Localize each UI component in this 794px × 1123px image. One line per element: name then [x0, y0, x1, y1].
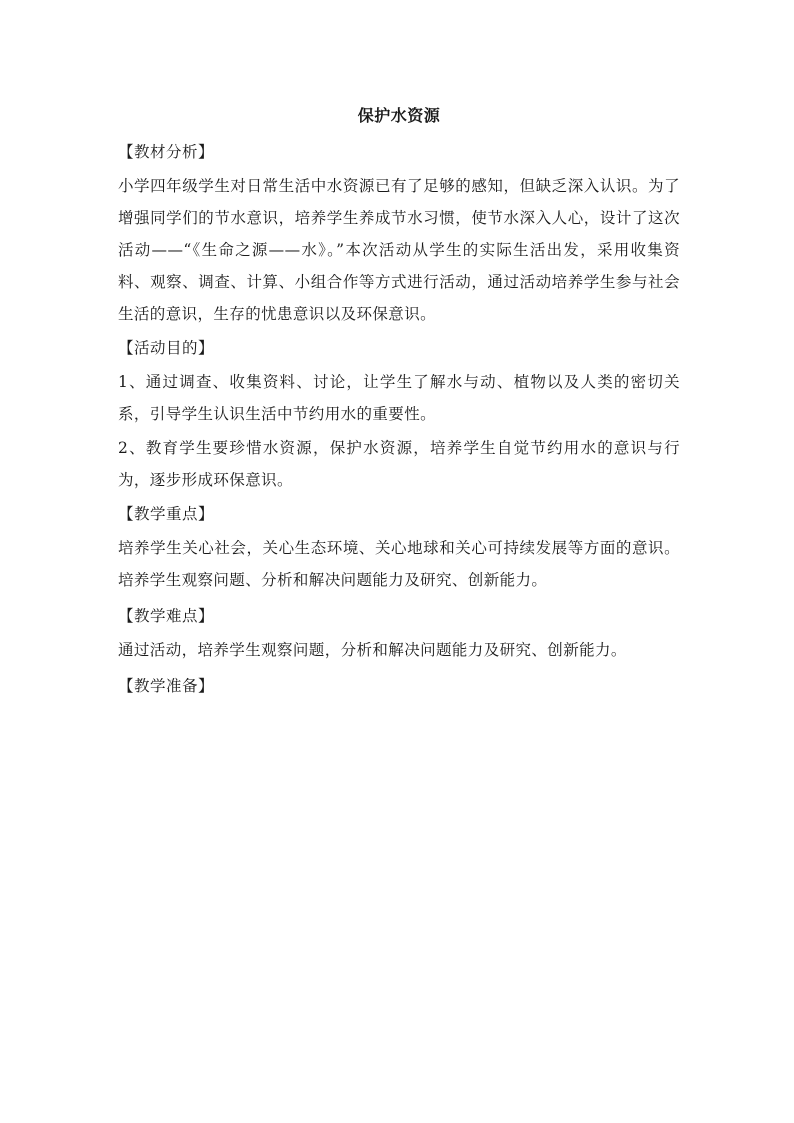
document-title: 保护水资源 — [357, 106, 441, 125]
difficulties-paragraph: 通过活动，培养学生观察问题，分析和解决问题能力及研究、创新能力。 — [118, 641, 627, 659]
document-page — [118, 100, 680, 702]
section-heading-key-points: 【教学重点】 — [118, 505, 215, 523]
section-heading-objectives: 【活动目的】 — [118, 339, 215, 357]
section-heading-preparation: 【教学准备】 — [118, 677, 215, 695]
section-heading-analysis: 【教材分析】 — [118, 143, 215, 161]
objective-item-1: 1、通过调查、收集资料、讨论，让学生了解水与动、植物以及人类的密切关系，引导学生认识生活中节约用水的重要性。 — [118, 373, 680, 423]
objective-item-2: 2、教育学生要珍惜水资源，保护水资源，培养学生自觉节约用水的意识与行为，逐步形成环保意识。 — [118, 439, 680, 489]
analysis-paragraph: 小学四年级学生对日常生活中水资源已有了足够的感知，但缺乏深入认识。为了增强同学们的节水意识，培养学生养成节水习惯，使节水深入人心，设计了这次活动——“《生命之源——水》。”本次活动从学生的实际生活出发，采用收集资料、观察、调查、计算、小组合作等方式进行活动，通过活动培养学生参与社会生活的意识，生存的忧患意识以及环保意识。 — [118, 177, 680, 323]
key-points-paragraph: 培养学生关心社会，关心生态环境、关心地球和关心可持续发展等方面的意识。培养学生观察问题、分析和解决问题能力及研究、创新能力。 — [118, 539, 680, 589]
section-heading-difficulties: 【教学难点】 — [118, 607, 215, 625]
